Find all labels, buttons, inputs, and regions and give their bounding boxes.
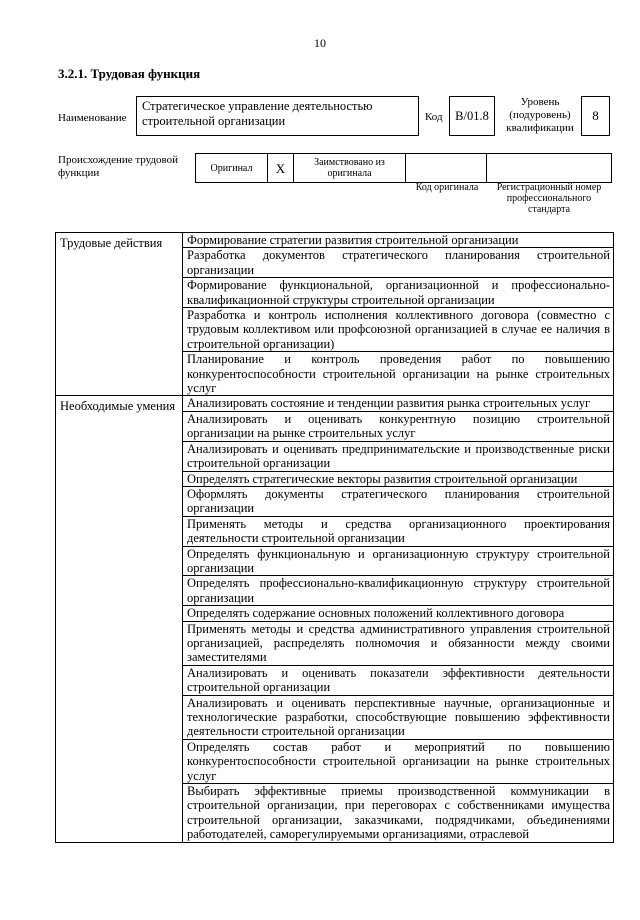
list-item: Анализировать и оценивать конкурентную позицию строительной организации на рынке строительных услуг — [183, 412, 613, 442]
list-item: Планирование и контроль проведения работ по повышению конкурентоспособности строительной организации на рынке строительных услуг — [187, 352, 610, 396]
list-item: Определять функциональную и организационную структуру строительной организации — [183, 547, 613, 577]
list-item: Анализировать и оценивать показатели эффективности деятельности строительной организации — [183, 666, 613, 696]
code-label: Код — [425, 111, 443, 123]
list-item: Применять методы и средства административного управления строительной организацией, распределять полномочия и обязанности между своими заместителями — [183, 622, 613, 666]
list-item: Определять стратегические векторы развития строительной организации — [183, 472, 613, 487]
level-label — [500, 96, 580, 135]
code-value: B/01.8 — [449, 96, 495, 136]
list-item: Анализировать и оценивать перспективные научные, организационные и технологические разработки, способствующие повышению эффективности деятельности строительной организации — [183, 696, 613, 740]
original-code-caption: Код оригинала — [415, 182, 479, 193]
section-title: 3.2.1. Трудовая функция — [58, 66, 201, 81]
borrowed-label-line-2: оригинала — [327, 168, 372, 179]
list-item: Определять состав работ и мероприятий по повышению конкурентоспособности строительной организации на рынке строительных услуг — [183, 740, 613, 784]
page-number: 10 — [314, 36, 326, 50]
list-item: Выбирать эффективные приемы производственной коммуникации в строительной организации, при переговорах с собственниками имущества строительной организации, заказчиками, подрядчиками, объединениями работодателей, саморегулируемыми организациями, отраслевой — [187, 784, 610, 842]
registration-number-caption — [486, 182, 612, 215]
list-item: Разработка и контроль исполнения коллективного договора (совместно с трудовым коллективом или профсоюзной организацией в случае ее наличия в строительной организации) — [183, 308, 613, 352]
required-skills-list — [183, 396, 614, 842]
labor-actions-list — [183, 233, 614, 396]
original-mark: X — [275, 160, 286, 176]
list-item: Определять содержание основных положений коллективного договора — [183, 606, 613, 621]
origin-label — [58, 154, 193, 180]
level-label-line-1: Уровень — [520, 96, 560, 108]
level-label-line-2: (подуровень) — [509, 109, 571, 121]
list-item: Оформлять документы стратегического планирования строительной организации — [183, 487, 613, 517]
section-title-cell: Необходимые умения — [56, 396, 183, 842]
list-item: Формирование функциональной, организационной и профессионально-квалификационной структуры строительной организации — [183, 278, 613, 308]
level-label-line-3: квалификации — [506, 122, 574, 134]
original-label: Оригинал — [210, 162, 253, 174]
list-item: Формирование стратегии развития строительной организации — [183, 233, 613, 248]
origin-label-line-1: Происхождение трудовой — [58, 154, 179, 166]
required-skills-row — [56, 396, 614, 842]
registration-number-cell — [486, 153, 612, 183]
original-mark-cell — [267, 153, 294, 183]
reg-caption-line-1: Регистрационный номер — [496, 182, 602, 193]
section-title-cell: Трудовые действия — [56, 233, 183, 396]
function-name-value: Стратегическое управление деятельностью строительной организации — [136, 96, 419, 136]
reg-caption-line-3: стандарта — [527, 204, 571, 215]
list-item: Анализировать и оценивать предпринимательские и производственные риски строительной организации — [183, 442, 613, 472]
origin-label-line-2: функции — [58, 167, 100, 179]
name-label: Наименование — [58, 112, 127, 124]
level-value: 8 — [581, 96, 610, 136]
original-label-cell — [195, 153, 268, 183]
original-code-cell — [405, 153, 487, 183]
borrowed-label-cell — [293, 153, 406, 183]
functions-table — [55, 232, 614, 843]
list-item: Определять профессионально-квалификационную структуру строительной организации — [183, 576, 613, 606]
reg-caption-line-2: профессионального — [506, 193, 592, 204]
list-item: Анализировать состояние и тенденции развития рынка строительных услуг — [183, 396, 613, 411]
list-item: Применять методы и средства организационного проектирования деятельности строительной организации — [183, 517, 613, 547]
list-item: Разработка документов стратегического планирования строительной организации — [183, 248, 613, 278]
borrowed-label-line-1: Заимствовано из — [314, 157, 385, 168]
labor-actions-row — [56, 233, 614, 396]
